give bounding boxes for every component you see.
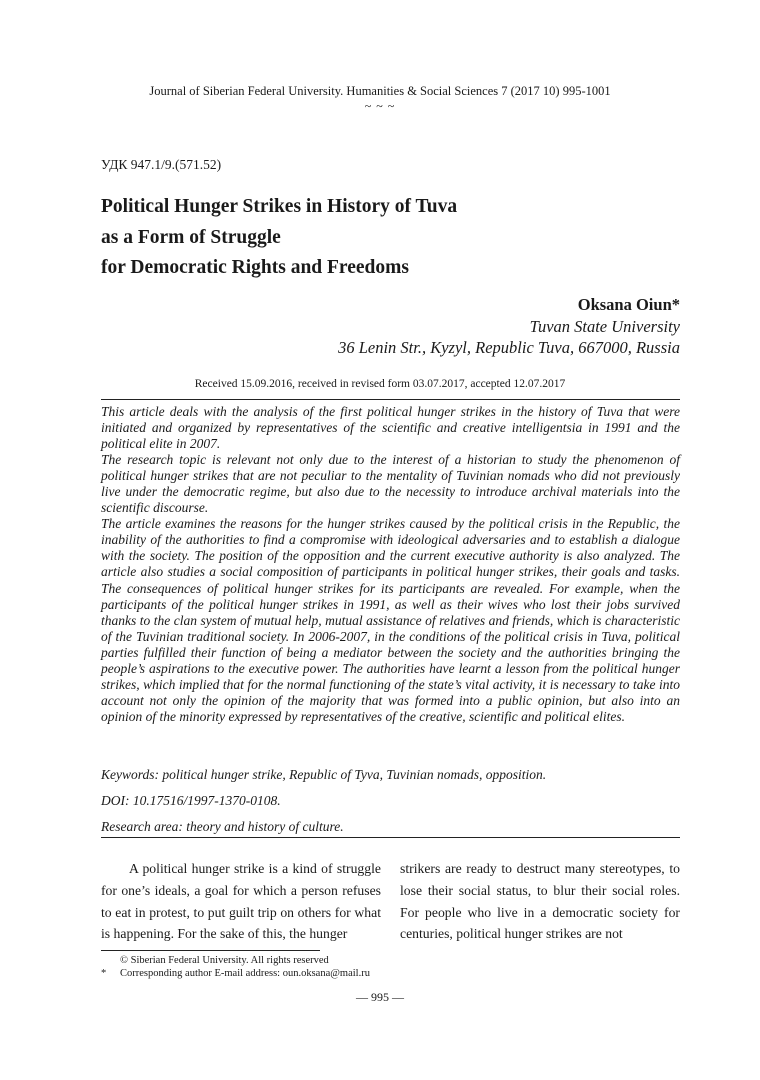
abstract-paragraph: The research topic is relevant not only due to the interest of a historian to study the phenomenon of political hunger strikes that are not peculiar to the mentality of Tuvinian nomads who did not previously live under the democratic regime, but also due to the necessity to introduce archival materials into the scientific discourse. — [101, 452, 680, 516]
abstract-top-rule — [101, 399, 680, 400]
author-block — [338, 294, 680, 359]
corresponding-author-footnote: Corresponding author E-mail address: oun.oksana@mail.ru — [120, 968, 370, 979]
header-ornament: ~ ~ ~ — [364, 99, 396, 113]
doi: DOI: 10.17516/1997-1370-0108. — [101, 793, 281, 808]
body-column-right — [400, 858, 680, 945]
title-line-2: as a Form of Struggle — [101, 226, 281, 248]
copyright-footnote: © Siberian Federal University. All rights reserved — [120, 955, 329, 966]
abstract-paragraph: The article examines the reasons for the hunger strikes caused by the political crisis in the Republic, the inability of the authorities to find a compromise with ideological adversaries and to establish a dialogue with the society. The position of the opposition and the current executive authority is also analyzed. The article also studies a social composition of participants in political hunger strikes, their goals and tasks. The consequences of political hunger strikes for its participants are revealed. For example, when the participants of the political hunger strikes in 1991, as well as their wives who lost their jobs survived thanks to the clan system of mutual help, mutual assistance of relatives and friends, which is characteristic of the Tuvinian traditional society. In 2006-2007, in the conditions of the political crisis in Tuva, political parties fulfilled their function of being a mediator between the society and the authorities bringing the people’s aspirations to the executive power. The authorities have learnt a lesson from the political hunger strikes, which implied that for the normal functioning of the state’s vital activity, it is necessary to take into account not only the opinion of the majority that was formed into a public opinion, but also into an opinion of the minority expressed by representatives of the creative, scientific and political elites. — [101, 516, 680, 724]
article-title — [101, 192, 457, 284]
research-area: Research area: theory and history of culture. — [101, 819, 344, 834]
page-number: — 995 — — [356, 990, 404, 1004]
abstract — [101, 404, 680, 725]
abstract-paragraph: This article deals with the analysis of the first political hunger strikes in the history of Tuva that were initiated and organized by representatives of the scientific and creative intelligentsia in 1991 and the political elite in 2007. — [101, 404, 680, 452]
footnote-marker: * — [101, 968, 107, 979]
title-line-3: for Democratic Rights and Freedoms — [101, 257, 409, 278]
abstract-bottom-rule — [101, 837, 680, 838]
keywords: Keywords: political hunger strike, Republic of Tyva, Tuvinian nomads, opposition. — [101, 767, 547, 782]
author-address: 36 Lenin Str., Kyzyl, Republic Tuva, 667000, Russia — [338, 338, 680, 357]
title-line-1: Political Hunger Strikes in History of Tuva — [101, 196, 458, 217]
journal-header: Journal of Siberian Federal University. Humanities & Social Sciences 7 (2017 10) 995-1001 — [149, 84, 611, 98]
udk-code: УДК 947.1/9.(571.52) — [101, 157, 222, 172]
body-paragraph: strikers are ready to destruct many stereotypes, to lose their social status, to blur their social roles. For people who live in a democratic society for centuries, political hunger strikes are not — [400, 861, 680, 942]
body-paragraph: A political hunger strike is a kind of struggle for one’s ideals, a goal for which a person refuses to eat in protest, to put guilt trip on others for what is happening. For the sake of this, the hunger — [101, 861, 381, 942]
body-column-left — [101, 858, 381, 945]
author-institution: Tuvan State University — [529, 316, 680, 336]
author-name: Oksana Oiun* — [577, 295, 680, 314]
footnote-rule — [101, 950, 320, 951]
received-dates: Received 15.09.2016, received in revised form 03.07.2017, accepted 12.07.2017 — [194, 378, 566, 390]
